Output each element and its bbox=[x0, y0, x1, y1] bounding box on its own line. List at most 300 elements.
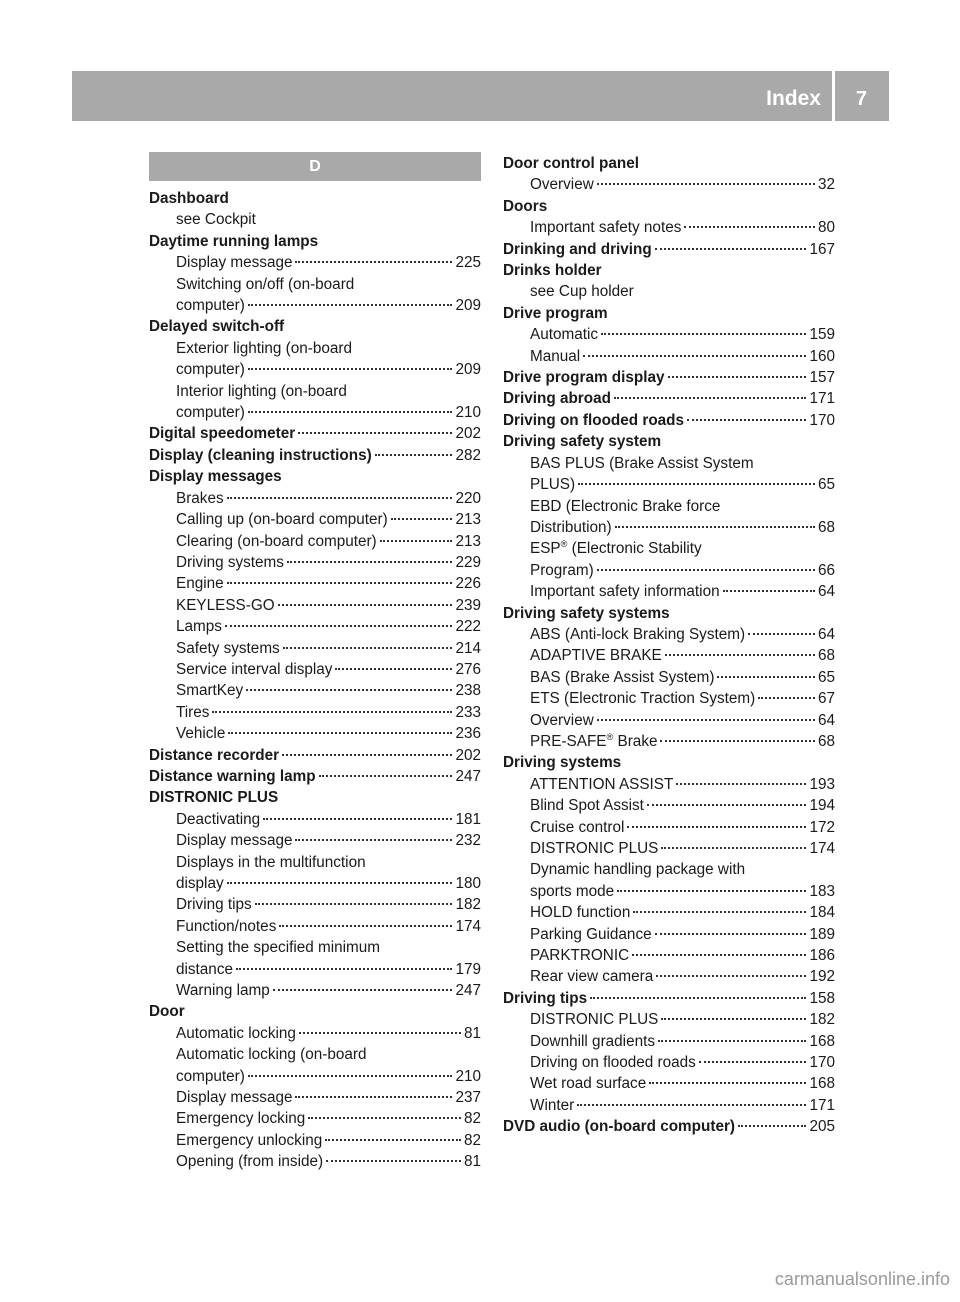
page-ref[interactable]: 236 bbox=[455, 725, 481, 743]
index-entry bbox=[149, 766, 481, 787]
index-subentry bbox=[149, 274, 481, 295]
page-ref[interactable]: 157 bbox=[809, 369, 835, 387]
page-ref[interactable]: 225 bbox=[455, 254, 481, 272]
page-ref[interactable]: 238 bbox=[455, 682, 481, 700]
entry-text: Displays in the multifunction bbox=[176, 853, 366, 871]
page-ref[interactable]: 68 bbox=[817, 732, 835, 750]
entry-text: Automatic locking bbox=[176, 1024, 296, 1042]
dot-leader bbox=[335, 668, 452, 670]
index-entry bbox=[503, 603, 835, 624]
watermark-text: carmanualsonline.info bbox=[774, 1269, 950, 1289]
dot-leader bbox=[283, 647, 453, 649]
entry-text: Driving on flooded roads bbox=[503, 411, 685, 429]
entry-text: Important safety information bbox=[530, 583, 720, 601]
page-ref[interactable]: 210 bbox=[455, 1067, 481, 1085]
entry-text: Driving safety systems bbox=[503, 604, 670, 622]
page-ref[interactable]: 65 bbox=[817, 668, 835, 686]
index-list-left bbox=[149, 188, 481, 1173]
entry-text: DISTRONIC PLUS bbox=[530, 840, 659, 857]
entry-text: Digital speedometer bbox=[149, 425, 296, 443]
page-ref[interactable]: 276 bbox=[455, 660, 481, 678]
page-ref[interactable]: 222 bbox=[455, 618, 481, 636]
dot-leader bbox=[295, 1096, 452, 1098]
entry-text: EBD (Electronic Brake force bbox=[530, 497, 721, 515]
index-subentry bbox=[149, 1151, 481, 1172]
page-ref[interactable]: 214 bbox=[455, 639, 481, 657]
dot-leader bbox=[748, 633, 815, 635]
dot-leader bbox=[248, 368, 453, 370]
index-subentry bbox=[503, 1052, 835, 1073]
entry-text: Function/notes bbox=[176, 917, 277, 935]
dot-leader bbox=[649, 1082, 806, 1084]
page-ref[interactable]: 189 bbox=[809, 925, 835, 943]
index-subentry bbox=[503, 1095, 835, 1116]
dot-leader bbox=[319, 775, 453, 777]
dot-leader bbox=[658, 1040, 806, 1042]
dot-leader bbox=[723, 590, 815, 592]
index-entry bbox=[503, 239, 835, 260]
index-subentry bbox=[149, 894, 481, 915]
page-ref[interactable]: 202 bbox=[455, 746, 481, 764]
index-subentry bbox=[503, 688, 835, 709]
entry-text: Display messages bbox=[149, 468, 282, 486]
page-ref[interactable]: 282 bbox=[455, 446, 481, 464]
entry-text: Driving systems bbox=[503, 754, 622, 772]
entry-text: Display message bbox=[176, 832, 293, 850]
dot-leader bbox=[758, 697, 815, 699]
dot-leader bbox=[278, 604, 453, 606]
index-subentry bbox=[149, 209, 481, 230]
dot-leader bbox=[248, 1075, 453, 1077]
entry-text: Driving on flooded roads bbox=[530, 1054, 696, 1072]
entry-text: ABS (Anti-lock Braking System) bbox=[530, 625, 746, 643]
dot-leader bbox=[273, 989, 453, 991]
dot-leader bbox=[225, 625, 453, 627]
entry-text: Wet road surface bbox=[530, 1075, 647, 1093]
index-entry bbox=[503, 260, 835, 281]
entry-text: Emergency unlocking bbox=[176, 1131, 323, 1149]
page-ref[interactable]: 65 bbox=[817, 476, 835, 494]
dot-leader bbox=[597, 183, 815, 185]
entry-text: BAS PLUS (Brake Assist System bbox=[530, 454, 754, 472]
page-ref[interactable]: 193 bbox=[809, 775, 835, 793]
dot-leader bbox=[687, 419, 806, 421]
dot-leader bbox=[287, 561, 453, 563]
page-ref[interactable]: 174 bbox=[809, 840, 835, 857]
page-ref[interactable]: 239 bbox=[455, 596, 481, 614]
entry-text: BAS (Brake Assist System) bbox=[530, 668, 715, 686]
dot-leader bbox=[661, 1018, 806, 1020]
index-subentry bbox=[149, 531, 481, 552]
entry-text: Display message bbox=[176, 1089, 293, 1107]
index-entry bbox=[149, 787, 481, 808]
index-subentry bbox=[503, 1009, 835, 1030]
page-ref[interactable]: 158 bbox=[809, 989, 835, 1007]
page-ref[interactable]: 66 bbox=[817, 561, 835, 579]
entry-text: Cruise control bbox=[530, 818, 625, 836]
index-subentry bbox=[149, 552, 481, 573]
index-subentry bbox=[503, 945, 835, 966]
page-ref[interactable]: 82 bbox=[463, 1131, 481, 1149]
index-subentry bbox=[149, 1108, 481, 1129]
index-subentry bbox=[503, 795, 835, 816]
entry-text: Driving tips bbox=[503, 989, 588, 1007]
index-entry bbox=[149, 466, 481, 487]
page-ref[interactable]: 179 bbox=[455, 960, 481, 978]
page-ref[interactable]: 171 bbox=[809, 1096, 835, 1114]
dot-leader bbox=[295, 839, 452, 841]
entry-text: Safety systems bbox=[176, 639, 280, 657]
index-subentry bbox=[503, 1073, 835, 1094]
entry-text: Driving abroad bbox=[503, 390, 611, 408]
index-entry bbox=[149, 423, 481, 444]
index-subentry bbox=[503, 560, 835, 581]
index-subentry bbox=[149, 338, 481, 359]
entry-text: Manual bbox=[530, 347, 581, 365]
index-subentry bbox=[503, 774, 835, 795]
dot-leader bbox=[617, 890, 806, 892]
dot-leader bbox=[660, 740, 815, 742]
index-subentry bbox=[149, 680, 481, 701]
dot-leader bbox=[684, 226, 815, 228]
page-ref[interactable]: 192 bbox=[809, 968, 835, 986]
page-ref[interactable]: 81 bbox=[463, 1024, 481, 1042]
index-entry bbox=[503, 988, 835, 1009]
dot-leader bbox=[627, 826, 806, 828]
index-entry bbox=[503, 153, 835, 174]
page-ref[interactable]: 82 bbox=[463, 1110, 481, 1128]
page-ref[interactable]: 226 bbox=[455, 575, 481, 593]
dot-leader bbox=[656, 975, 806, 977]
header-divider bbox=[832, 71, 835, 121]
entry-text: Opening (from inside) bbox=[176, 1153, 324, 1171]
entry-text: Display (cleaning instructions) bbox=[149, 446, 372, 464]
page-ref[interactable]: 64 bbox=[817, 711, 835, 729]
page-ref[interactable]: 247 bbox=[455, 982, 481, 1000]
entry-text: Driving safety system bbox=[503, 433, 662, 451]
dot-leader bbox=[227, 582, 453, 584]
dot-leader bbox=[614, 397, 807, 399]
page-ref[interactable]: 167 bbox=[809, 240, 835, 258]
page-ref[interactable]: 210 bbox=[455, 404, 481, 422]
dot-leader bbox=[236, 968, 452, 970]
dot-leader bbox=[263, 818, 452, 820]
page-ref[interactable]: 232 bbox=[455, 832, 481, 850]
dot-leader bbox=[661, 847, 806, 849]
entry-text: Downhill gradients bbox=[530, 1032, 655, 1050]
dot-leader bbox=[227, 497, 453, 499]
entry-text: ATTENTION ASSIST bbox=[530, 775, 674, 793]
entry-text: computer) bbox=[176, 1067, 245, 1085]
entry-text: DISTRONIC PLUS bbox=[530, 1011, 659, 1029]
page-ref[interactable]: 170 bbox=[809, 1054, 835, 1072]
entry-text: Drive program bbox=[503, 304, 608, 322]
entry-text: Overview bbox=[530, 711, 594, 729]
page-ref[interactable]: 170 bbox=[809, 411, 835, 429]
index-subentry bbox=[149, 509, 481, 530]
index-subentry bbox=[149, 252, 481, 273]
entry-text: Dynamic handling package with bbox=[530, 861, 746, 879]
index-subentry bbox=[149, 852, 481, 873]
index-subentry bbox=[149, 1023, 481, 1044]
index-subentry bbox=[149, 488, 481, 509]
index-subentry bbox=[503, 281, 835, 302]
dot-leader bbox=[248, 304, 453, 306]
index-subentry bbox=[149, 595, 481, 616]
index-subentry bbox=[503, 710, 835, 731]
entry-text: Distance recorder bbox=[149, 746, 280, 764]
entry-text: see Cockpit bbox=[176, 211, 256, 229]
page-number: 7 bbox=[855, 88, 867, 110]
entry-text: Automatic locking (on-board bbox=[176, 1046, 367, 1064]
page-ref[interactable]: 182 bbox=[455, 896, 481, 914]
dot-leader bbox=[246, 689, 452, 691]
entry-text: Doors bbox=[503, 197, 548, 215]
entry-text: Tires bbox=[176, 703, 210, 721]
dot-leader bbox=[717, 676, 815, 678]
dot-leader bbox=[248, 411, 453, 413]
index-subentry bbox=[149, 937, 481, 958]
entry-text: Warning lamp bbox=[176, 982, 270, 1000]
dot-leader bbox=[375, 454, 453, 456]
dot-leader bbox=[633, 911, 806, 913]
page-ref[interactable]: 80 bbox=[817, 219, 835, 237]
page-ref[interactable]: 213 bbox=[455, 532, 481, 550]
page-ref[interactable]: 233 bbox=[455, 703, 481, 721]
entry-text: Dashboard bbox=[149, 190, 229, 207]
entry-text: Delayed switch-off bbox=[149, 318, 285, 336]
entry-text: PRE-SAFE® Brake bbox=[530, 731, 658, 750]
index-subentry bbox=[503, 453, 835, 474]
index-subentry bbox=[503, 731, 835, 752]
index-subentry bbox=[503, 538, 835, 559]
dot-leader bbox=[577, 1104, 806, 1106]
entry-text: Program) bbox=[530, 561, 594, 579]
dot-leader bbox=[665, 654, 815, 656]
page-ref[interactable]: 229 bbox=[455, 553, 481, 571]
index-entry bbox=[149, 745, 481, 766]
index-subentry bbox=[503, 645, 835, 666]
index-subentry bbox=[503, 496, 835, 517]
dot-leader bbox=[295, 261, 452, 263]
page-ref[interactable]: 172 bbox=[809, 818, 835, 836]
index-entry bbox=[503, 752, 835, 773]
index-subentry bbox=[503, 924, 835, 945]
index-entry bbox=[503, 196, 835, 217]
entry-text: ETS (Electronic Traction System) bbox=[530, 690, 756, 708]
index-subentry bbox=[503, 966, 835, 987]
header-bar bbox=[72, 71, 889, 121]
entry-text: Winter bbox=[530, 1096, 575, 1114]
page-ref[interactable]: 174 bbox=[455, 917, 481, 935]
dot-leader bbox=[647, 804, 807, 806]
page-ref[interactable]: 68 bbox=[817, 518, 835, 536]
dot-leader bbox=[255, 903, 453, 905]
index-subentry bbox=[149, 1130, 481, 1151]
index-column-right bbox=[503, 153, 835, 1138]
page-ref[interactable]: 194 bbox=[809, 797, 835, 815]
entry-text: display bbox=[176, 875, 224, 892]
entry-text: Distribution) bbox=[530, 518, 612, 536]
index-subentry bbox=[503, 346, 835, 367]
dot-leader bbox=[298, 432, 452, 434]
entry-text: ADAPTIVE BRAKE bbox=[530, 647, 662, 665]
dot-leader bbox=[391, 518, 453, 520]
entry-text: Drinks holder bbox=[503, 262, 602, 280]
index-subentry bbox=[149, 702, 481, 723]
dot-leader bbox=[325, 1139, 461, 1141]
index-entry bbox=[149, 231, 481, 252]
page-ref[interactable]: 205 bbox=[809, 1118, 835, 1136]
entry-text: Interior lighting (on-board bbox=[176, 382, 347, 400]
entry-text: KEYLESS-GO bbox=[176, 596, 275, 614]
entry-text: Engine bbox=[176, 575, 224, 593]
page-ref[interactable]: 202 bbox=[455, 425, 481, 443]
entry-text: Important safety notes bbox=[530, 219, 682, 237]
index-subentry bbox=[503, 517, 835, 538]
index-subentry bbox=[503, 624, 835, 645]
index-entry bbox=[503, 431, 835, 452]
dot-leader bbox=[655, 248, 807, 250]
index-subentry bbox=[149, 1044, 481, 1065]
dot-leader bbox=[601, 333, 806, 335]
page-ref[interactable]: 186 bbox=[809, 947, 835, 965]
entry-text: Rear view camera bbox=[530, 968, 654, 986]
index-subentry bbox=[149, 295, 481, 316]
dot-leader bbox=[632, 954, 806, 956]
page-ref[interactable]: 237 bbox=[455, 1089, 481, 1107]
entry-text: Door control panel bbox=[503, 155, 639, 172]
entry-text: Exterior lighting (on-board bbox=[176, 339, 353, 357]
entry-text: PARKTRONIC bbox=[530, 947, 630, 965]
dot-leader bbox=[597, 569, 815, 571]
page-ref[interactable]: 168 bbox=[809, 1075, 835, 1093]
page-ref[interactable]: 64 bbox=[817, 625, 835, 643]
dot-leader bbox=[308, 1117, 461, 1119]
page-ref[interactable]: 64 bbox=[817, 583, 835, 601]
dot-leader bbox=[578, 483, 815, 485]
index-subentry bbox=[149, 1087, 481, 1108]
entry-text: computer) bbox=[176, 297, 245, 315]
entry-text: Blind Spot Assist bbox=[530, 797, 644, 815]
index-subentry bbox=[149, 1066, 481, 1087]
page-ref[interactable]: 67 bbox=[817, 690, 835, 708]
entry-text: Door bbox=[149, 1003, 185, 1021]
page-ref[interactable]: 209 bbox=[455, 297, 481, 315]
dot-leader bbox=[299, 1032, 461, 1034]
index-subentry bbox=[149, 959, 481, 980]
index-entry bbox=[503, 303, 835, 324]
page-ref[interactable]: 181 bbox=[455, 810, 481, 828]
page-ref[interactable]: 81 bbox=[463, 1153, 481, 1171]
index-entry bbox=[503, 388, 835, 409]
index-column-left bbox=[149, 152, 481, 1173]
index-subentry bbox=[149, 916, 481, 937]
entry-text: see Cup holder bbox=[530, 283, 634, 301]
page-ref[interactable]: 180 bbox=[455, 875, 481, 892]
entry-text: distance bbox=[176, 960, 233, 978]
index-subentry bbox=[503, 859, 835, 880]
page-ref[interactable]: 171 bbox=[809, 390, 835, 408]
entry-text: Distance warning lamp bbox=[149, 767, 316, 785]
entry-text: Automatic bbox=[530, 326, 599, 344]
entry-text: Drinking and driving bbox=[503, 240, 652, 258]
entry-text: Setting the specified minimum bbox=[176, 939, 381, 957]
entry-text: sports mode bbox=[530, 882, 615, 900]
page-ref[interactable]: 160 bbox=[809, 347, 835, 365]
entry-text: Parking Guidance bbox=[530, 925, 652, 943]
page-ref[interactable]: 182 bbox=[809, 1011, 835, 1029]
dot-leader bbox=[279, 925, 452, 927]
dot-leader bbox=[228, 732, 452, 734]
entry-text: Emergency locking bbox=[176, 1110, 306, 1128]
dot-leader bbox=[380, 540, 453, 542]
index-entry bbox=[149, 1001, 481, 1022]
dot-leader bbox=[583, 355, 806, 357]
entry-text: Drive program display bbox=[503, 369, 665, 387]
index-entry bbox=[503, 1116, 835, 1137]
entry-text: Driving systems bbox=[176, 553, 284, 571]
dot-leader bbox=[668, 376, 807, 378]
entry-text: DISTRONIC PLUS bbox=[149, 789, 279, 807]
entry-text: Brakes bbox=[176, 489, 224, 507]
index-subentry bbox=[503, 474, 835, 495]
index-subentry bbox=[149, 573, 481, 594]
page-ref[interactable]: 32 bbox=[817, 176, 835, 194]
dot-leader bbox=[282, 754, 452, 756]
page-ref[interactable]: 184 bbox=[809, 904, 835, 922]
dot-leader bbox=[227, 882, 453, 884]
index-subentry bbox=[503, 174, 835, 195]
index-entry bbox=[149, 445, 481, 466]
entry-text: Lamps bbox=[176, 618, 222, 636]
entry-text: Service interval display bbox=[176, 660, 333, 678]
index-subentry bbox=[149, 723, 481, 744]
page-ref[interactable]: 159 bbox=[809, 326, 835, 344]
index-subentry bbox=[503, 817, 835, 838]
entry-text: Deactivating bbox=[176, 810, 261, 828]
page-title: Index bbox=[766, 87, 821, 110]
index-subentry bbox=[503, 838, 835, 859]
index-subentry bbox=[149, 616, 481, 637]
entry-text: Switching on/off (on-board bbox=[176, 275, 355, 293]
page-ref[interactable]: 68 bbox=[817, 647, 835, 665]
dot-leader bbox=[597, 719, 815, 721]
entry-text: DVD audio (on-board computer) bbox=[503, 1118, 735, 1136]
index-subentry bbox=[503, 324, 835, 345]
index-subentry bbox=[503, 881, 835, 902]
index-subentry bbox=[149, 830, 481, 851]
section-letter-header: D bbox=[149, 152, 481, 181]
index-subentry bbox=[503, 667, 835, 688]
page-ref[interactable]: 209 bbox=[455, 361, 481, 379]
page-ref[interactable]: 183 bbox=[809, 882, 835, 900]
dot-leader bbox=[590, 997, 806, 999]
entry-text: Calling up (on-board computer) bbox=[176, 511, 388, 529]
dot-leader bbox=[326, 1160, 461, 1162]
index-subentry bbox=[149, 980, 481, 1001]
entry-text: computer) bbox=[176, 361, 245, 379]
index-entry bbox=[503, 410, 835, 431]
page-ref[interactable]: 213 bbox=[455, 511, 481, 529]
page-ref[interactable]: 168 bbox=[809, 1032, 835, 1050]
page-ref[interactable]: 220 bbox=[455, 489, 481, 507]
dot-leader bbox=[738, 1125, 806, 1127]
entry-text: Clearing (on-board computer) bbox=[176, 532, 377, 550]
dot-leader bbox=[699, 1061, 807, 1063]
page-ref[interactable]: 247 bbox=[455, 767, 481, 785]
index-entry bbox=[149, 188, 481, 209]
